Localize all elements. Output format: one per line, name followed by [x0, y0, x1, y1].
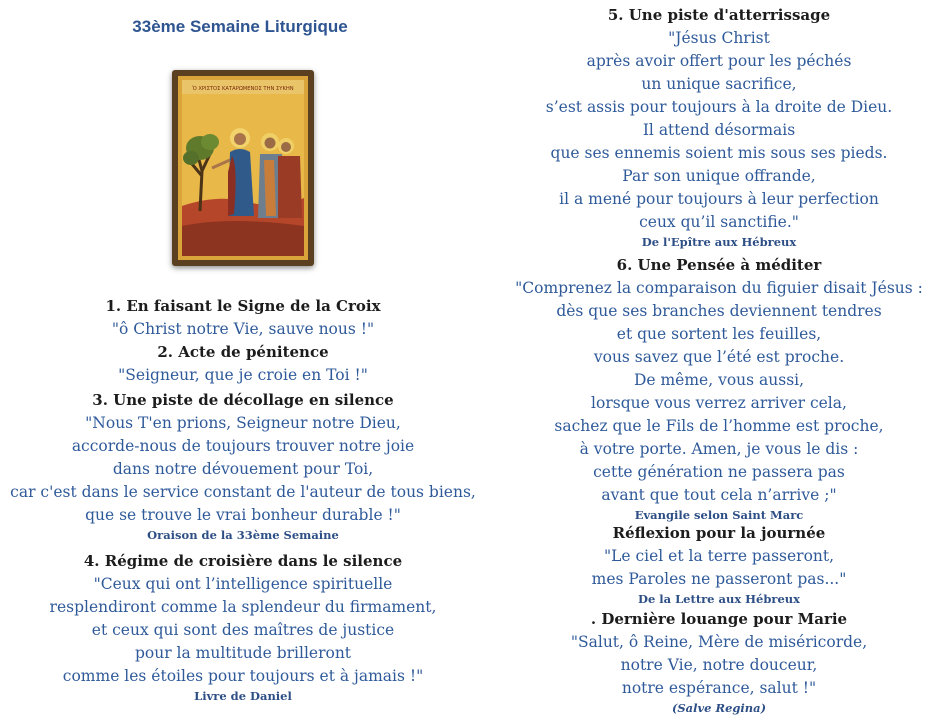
section-marian [496, 608, 942, 717]
section-text: "Nous T'en prions, Seigneur notre Dieu, [85, 414, 401, 432]
section-text: De même, vous aussi, [633, 371, 805, 389]
section-text: Il attend désormais [642, 121, 796, 139]
section-source: Evangile selon Saint Marc [634, 508, 804, 522]
section-1 [0, 295, 486, 341]
section-source: Oraison de la 33ème Semaine [147, 528, 339, 542]
section-text: Par son unique offrande, [622, 167, 816, 185]
section-5 [496, 4, 942, 251]
section-text: avant que tout cela n’arrive ;" [601, 486, 837, 504]
section-text: "Le ciel et la terre passeront, [603, 547, 835, 565]
section-source: Livre de Daniel [194, 689, 292, 703]
section-text: à votre porte. Amen, je vous le dis : [579, 440, 859, 458]
section-text: et que sortent les feuilles, [616, 325, 822, 343]
icon-image [172, 70, 314, 266]
section-text: "Salut, ô Reine, Mère de miséricorde, [570, 633, 868, 651]
section-text: accorde-nous de toujours trouver notre joie [71, 437, 415, 455]
section-heading: Réflexion pour la journée [612, 524, 826, 542]
section-text: "ô Christ notre Vie, sauve nous !" [111, 320, 375, 338]
section-source: (Salve Regina) [671, 701, 767, 715]
section-text: s’est assis pour toujours à la droite de Dieu. [545, 98, 893, 116]
section-text: comme les étoiles pour toujours et à jamais !" [62, 667, 424, 685]
section-source: De la Lettre aux Hébreux [637, 592, 800, 606]
svg-text:Ὁ ΧΡΙΣΤΟΣ ΚΑΤΑΡΩΜΕΝΟΣ ΤΗΝ ΣΥΚΗ: Ὁ ΧΡΙΣΤΟΣ ΚΑΤΑΡΩΜΕΝΟΣ ΤΗΝ ΣΥΚΗΝ [192, 86, 294, 92]
section-heading: 4. Régime de croisière dans le silence [83, 552, 403, 570]
section-text: un unique sacrifice, [641, 75, 797, 93]
section-text: dès que ses branches deviennent tendres [556, 302, 882, 320]
section-reflection [496, 522, 942, 608]
section-4 [0, 550, 486, 705]
section-text: car c'est dans le service constant de l'auteur de tous biens, [10, 483, 476, 501]
section-text: notre espérance, salut !" [621, 679, 817, 697]
section-heading: 6. Une Pensée à méditer [616, 256, 822, 274]
section-source: De l'Epître aux Hébreux [641, 235, 797, 249]
section-text: mes Paroles ne passeront pas..." [591, 570, 847, 588]
section-text: et ceux qui sont des maîtres de justice [91, 621, 395, 639]
section-text: dans notre dévouement pour Toi, [112, 460, 374, 478]
section-heading: 1. En faisant le Signe de la Croix [105, 297, 381, 315]
section-heading: 5. Une piste d'atterrissage [607, 6, 831, 24]
section-6 [496, 254, 942, 524]
section-heading: . Dernière louange pour Marie [590, 610, 848, 628]
fig-tree-icon-painting [178, 76, 308, 260]
section-2 [0, 341, 486, 387]
section-3 [0, 389, 486, 544]
section-text: pour la multitude brilleront [134, 644, 352, 662]
section-text: ceux qu’il sanctifie." [639, 213, 799, 231]
section-heading: 2. Acte de pénitence [157, 343, 329, 361]
section-text: lorsque vous verrez arriver cela, [591, 394, 847, 412]
section-text: que se trouve le vrai bonheur durable !" [85, 506, 401, 524]
section-text: après avoir offert pour les péchés [586, 52, 852, 70]
section-text: "Ceux qui ont l’intelligence spirituelle [93, 575, 393, 593]
section-text: cette génération ne passera pas [593, 463, 845, 481]
section-text: que ses ennemis soient mis sous ses pieds. [550, 144, 888, 162]
page-title: 33ème Semaine Liturgique [132, 17, 348, 36]
section-text: il a mené pour toujours à leur perfection [559, 190, 879, 208]
section-text: notre Vie, notre douceur, [620, 656, 818, 674]
section-text: "Comprenez la comparaison du figuier disait Jésus : [515, 279, 923, 297]
section-text: "Jésus Christ [668, 29, 770, 47]
section-text: vous savez que l’été est proche. [593, 348, 845, 366]
section-text: sachez que le Fils de l’homme est proche, [554, 417, 884, 435]
section-heading: 3. Une piste de décollage en silence [92, 391, 394, 409]
section-text: resplendiront comme la splendeur du firmament, [49, 598, 437, 616]
section-text: "Seigneur, que je croie en Toi !" [118, 366, 368, 384]
